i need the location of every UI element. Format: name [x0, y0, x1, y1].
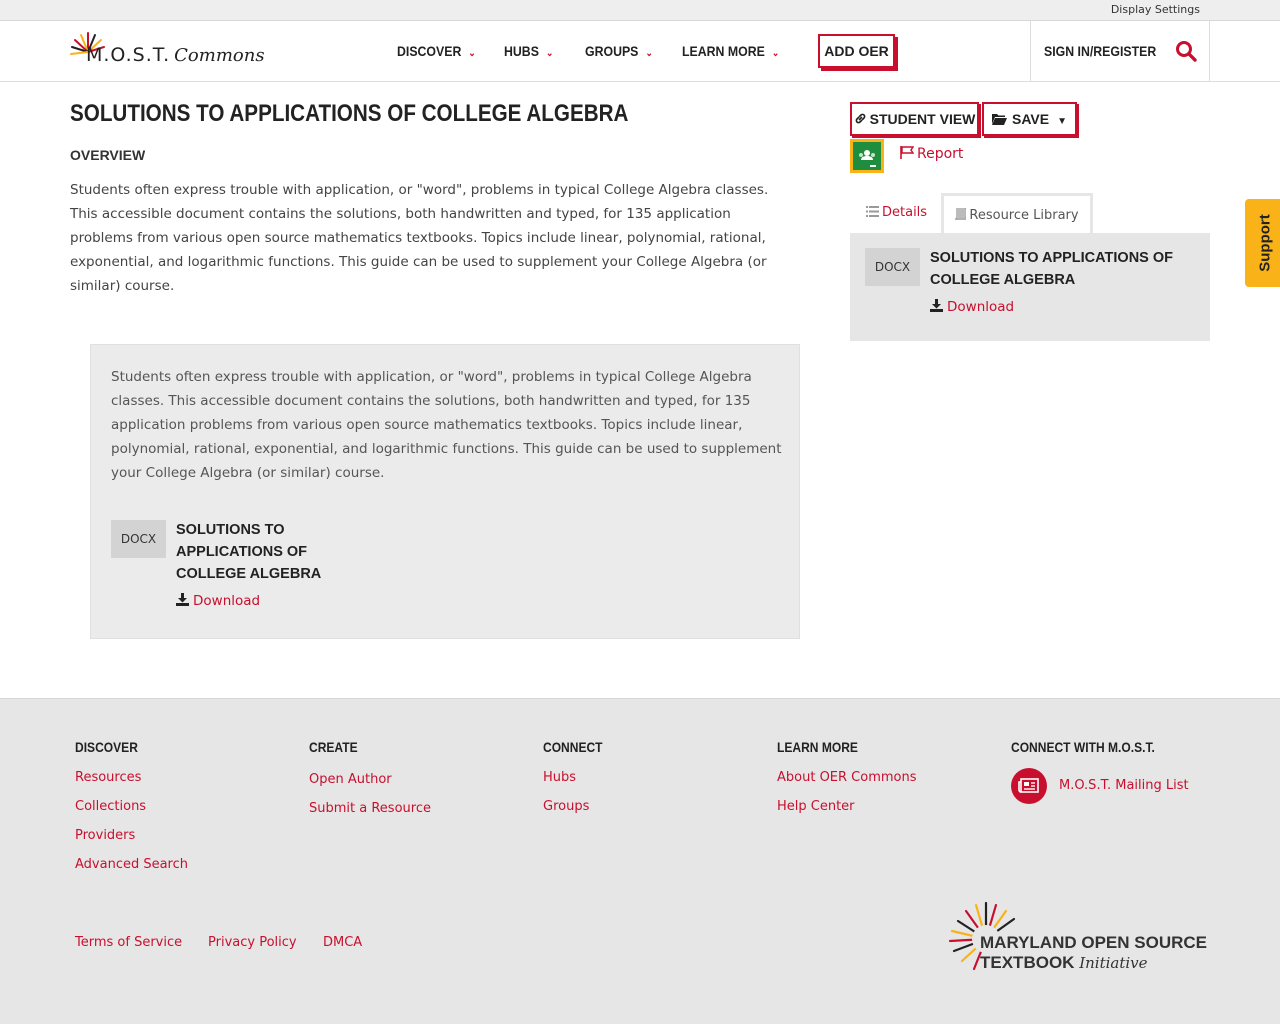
overview-heading: OVERVIEW [70, 147, 146, 163]
footer-link-collections[interactable]: Collections [75, 799, 147, 814]
classroom-figure-icon [853, 142, 881, 170]
list-icon [866, 206, 879, 217]
student-view-button[interactable]: STUDENT VIEW [850, 102, 979, 136]
save-button[interactable]: SAVE ▼ [982, 102, 1077, 136]
caret-down-icon: ▼ [1057, 116, 1067, 127]
footer-col-connect-most [1011, 739, 1178, 759]
nav-discover[interactable]: DISCOVER ⌄ [397, 43, 476, 59]
link-icon [854, 112, 867, 125]
chevron-down-icon: ⌄ [645, 48, 653, 59]
tab-details[interactable]: Details [866, 205, 927, 220]
nav-learn-more[interactable]: LEARN MORE ⌄ [682, 43, 780, 59]
resource-description: Students often express trouble with application, or "word", problems in typical College Algebra classes. This accessible document contains the solutions, both handwritten and typed, for 135 application problems from various open source mathematics textbooks. Topics include linear, polynomial, rational, exponential, and logarithmic functions. This guide can be used to supplement your College Algebra (or similar) course. [111, 369, 782, 481]
report-link[interactable]: Report [900, 146, 963, 162]
download-icon [176, 593, 189, 606]
download-link[interactable]: Download [930, 299, 1014, 315]
file-title[interactable]: SOLUTIONS TO APPLICATIONS OF COLLEGE ALGEBRA [176, 522, 322, 582]
site-logo[interactable] [70, 30, 265, 72]
footer-link-about[interactable]: About OER Commons [777, 770, 917, 785]
add-oer-button[interactable]: ADD OER [818, 34, 895, 68]
footer-col-learn-more [777, 739, 917, 817]
footer-link-help-center[interactable]: Help Center [777, 799, 855, 814]
footer-link-hubs[interactable]: Hubs [543, 770, 577, 785]
chevron-down-icon: ⌄ [545, 48, 554, 59]
most-logo-text: MARYLAND OPEN SOURCE TEXTBOOK Initiative [980, 933, 1207, 972]
footer-heading: CONNECT WITH M.O.S.T. [1011, 739, 1155, 755]
file-title[interactable]: SOLUTIONS TO APPLICATIONS OF COLLEGE ALGEBRA [930, 250, 1174, 288]
footer-heading: CONNECT [543, 739, 603, 755]
resource-box [90, 344, 800, 639]
site-header [0, 21, 1280, 82]
dmca-link[interactable]: DMCA [323, 935, 363, 950]
site-footer [0, 698, 1280, 1024]
book-icon [955, 208, 966, 220]
chevron-down-icon: ⌄ [468, 48, 476, 59]
google-classroom-badge [853, 142, 881, 170]
download-icon [930, 299, 943, 312]
footer-link-submit-resource[interactable]: Submit a Resource [309, 801, 431, 816]
footer-link-advanced-search[interactable]: Advanced Search [75, 857, 189, 872]
footer-link-providers[interactable]: Providers [75, 828, 136, 843]
google-classroom-icon[interactable] [850, 139, 884, 173]
download-link[interactable]: Download [176, 593, 260, 609]
newspaper-icon[interactable] [1011, 768, 1047, 804]
resource-library-panel [850, 233, 1210, 341]
folder-icon [992, 113, 1007, 125]
footer-heading: CREATE [309, 739, 358, 755]
footer-col-discover [75, 739, 188, 875]
sign-in-register-link[interactable]: SIGN IN/REGISTER [1044, 43, 1157, 59]
footer-link-resources[interactable]: Resources [75, 770, 142, 785]
display-settings-link[interactable]: Display Settings [1110, 3, 1200, 16]
footer-link-groups[interactable]: Groups [543, 799, 590, 814]
footer-col-connect [543, 739, 612, 817]
chevron-down-icon: ⌄ [771, 48, 780, 59]
flag-icon [900, 146, 914, 159]
mailing-list-link[interactable]: M.O.S.T. Mailing List [1059, 778, 1189, 793]
tab-resource-library[interactable]: Resource Library [941, 193, 1093, 234]
utility-bar [0, 0, 1280, 21]
newspaper-glyph [1011, 768, 1047, 804]
nav-groups[interactable]: GROUPS ⌄ [585, 43, 653, 59]
header-account-area [1030, 21, 1210, 82]
privacy-policy-link[interactable]: Privacy Policy [208, 935, 297, 950]
terms-of-service-link[interactable]: Terms of Service [75, 935, 183, 950]
file-type-badge: DOCX [865, 248, 920, 286]
search-icon[interactable] [1175, 40, 1197, 62]
footer-link-open-author[interactable]: Open Author [309, 772, 392, 787]
footer-heading: DISCOVER [75, 739, 138, 755]
footer-heading: LEARN MORE [777, 739, 858, 755]
footer-col-create [309, 739, 431, 819]
most-initiative-logo [946, 899, 1207, 981]
file-type-badge: DOCX [111, 520, 166, 558]
page-title: SOLUTIONS TO APPLICATIONS OF COLLEGE ALGEBRA [70, 100, 629, 127]
overview-text: Students often express trouble with application, or "word", problems in typical College Algebra classes. This accessible document contains the solutions, both handwritten and typed, for 135 application problems from various open source mathematics textbooks. Topics include linear, polynomial, rational, exponential, and logarithmic functions. This guide can be used to supplement your College Algebra (or similar) course. [70, 182, 769, 294]
logo-text: M.O.S.T. Commons [86, 44, 265, 66]
nav-hubs[interactable]: HUBS ⌄ [504, 43, 554, 59]
support-tab[interactable]: Support [1245, 199, 1280, 287]
